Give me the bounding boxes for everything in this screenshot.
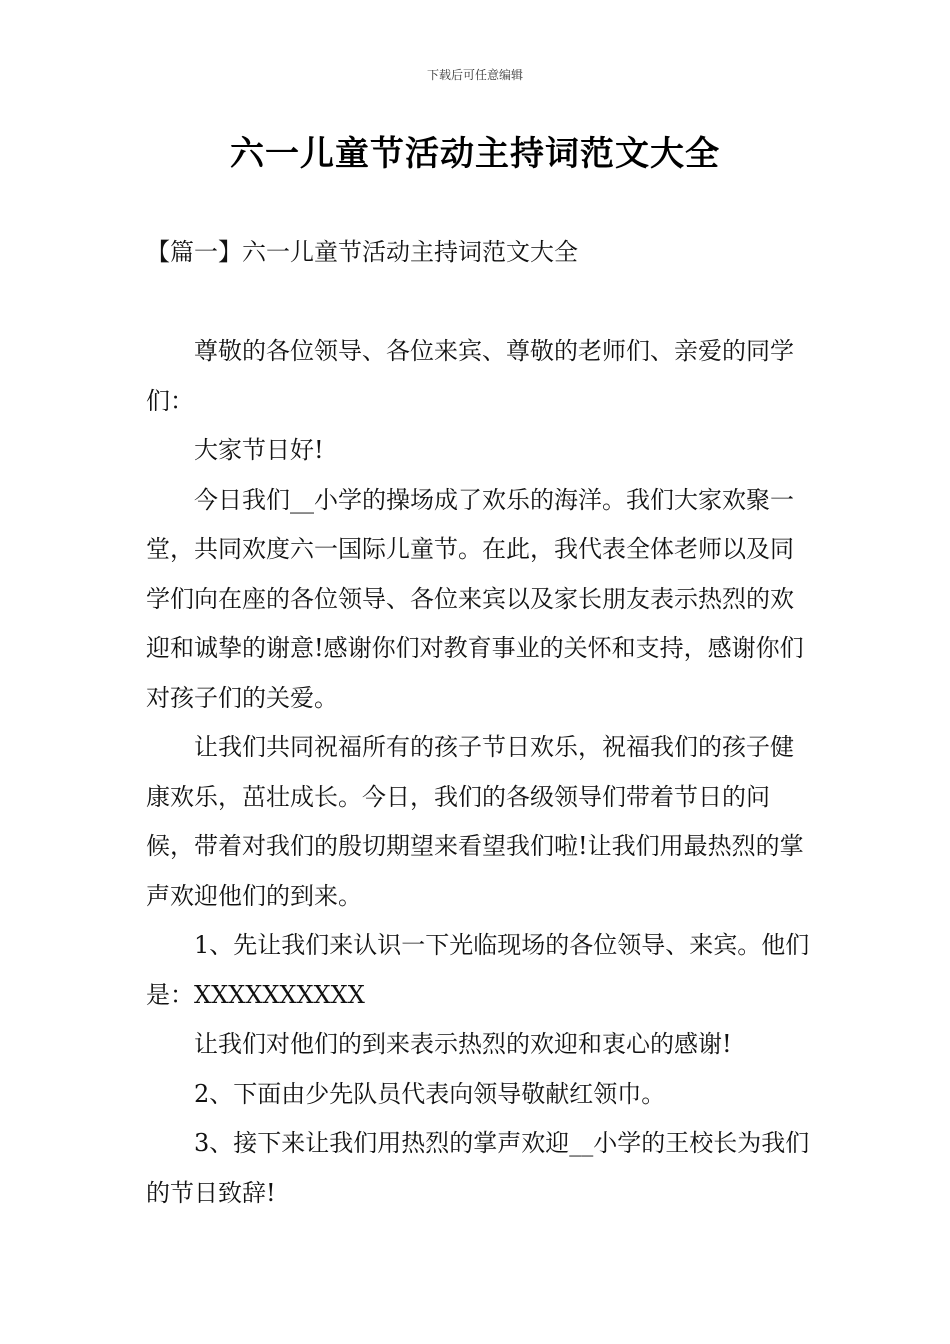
document-title: 六一儿童节活动主持词范文大全 [230,134,720,174]
paragraph-welcome: 今日我们__小学的操场成了欢乐的海洋。我们大家欢聚一堂，共同欢度六一国际儿童节。在此，我代表全体老师以及同学们向在座的各位领导、各位来宾以及家长朋友表示热烈的欢迎和诚挚的谢意!感谢你们对教育事业的关怀和支持，感谢你们对孩子们的关爱。 [146,485,804,712]
paragraph-thanks: 让我们对他们的到来表示热烈的欢迎和衷心的感谢! [194,1030,732,1058]
document-body [146,327,810,1218]
paragraph-principal-speech: 3、接下来让我们用热烈的掌声欢迎__小学的王校长为我们的节日致辞! [146,1129,810,1207]
paragraph-introduce-guests: 1、先让我们来认识一下光临现场的各位领导、来宾。他们是：XXXXXXXXXX [146,931,810,1009]
paragraph-holiday-greeting: 大家节日好! [194,436,324,464]
paragraph-greeting: 尊敬的各位领导、各位来宾、尊敬的老师们、亲爱的同学们： [146,337,794,415]
paragraph-red-scarf: 2、下面由少先队员代表向领导敬献红领巾。 [194,1079,666,1108]
header-note: 下载后可任意编辑 [426,68,523,82]
section-heading: 【篇一】六一儿童节活动主持词范文大全 [146,238,578,266]
paragraph-blessing: 让我们共同祝福所有的孩子节日欢乐，祝福我们的孩子健康欢乐，茁壮成长。今日，我们的各级领导们带着节日的问候，带着对我们的殷切期望来看望我们啦!让我们用最热烈的掌声欢迎他们的到来。 [146,733,804,910]
